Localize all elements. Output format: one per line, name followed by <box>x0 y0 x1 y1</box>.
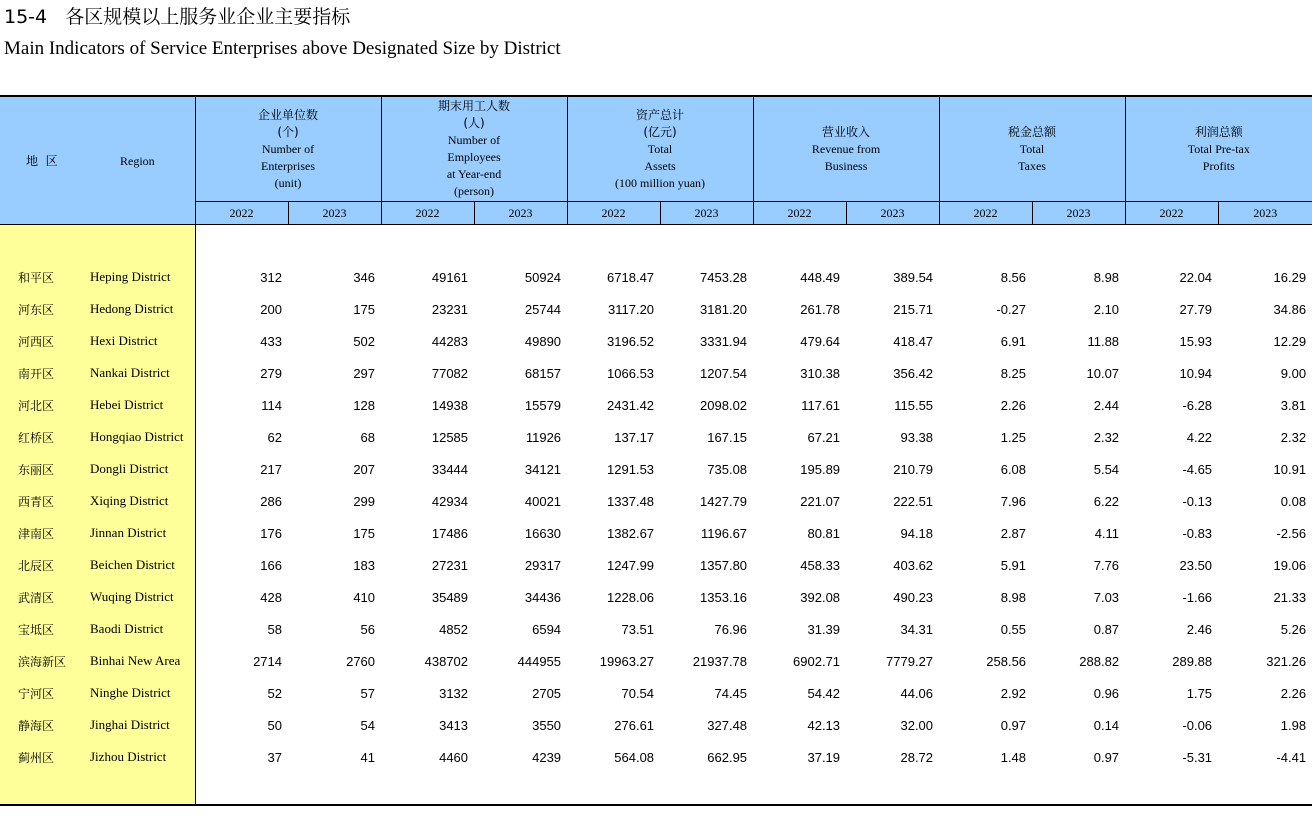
year-2023: 2023 <box>660 202 753 225</box>
value-cell: 428 <box>260 589 282 605</box>
value-cell: 1382.67 <box>607 525 655 541</box>
district-name-en: Binhai New Area <box>80 645 195 677</box>
district-name-en: Beichen District <box>80 549 195 581</box>
district-name-zh: 宁河区 <box>0 677 80 709</box>
value-cell: 33444 <box>431 461 469 477</box>
value-cell: 564.08 <box>614 749 655 765</box>
value-cell: 5.54 <box>1093 461 1120 477</box>
value-cell: 15579 <box>524 397 562 413</box>
value-cell: 68157 <box>524 365 562 381</box>
value-cell: 4239 <box>532 749 562 765</box>
value-cell: 19963.27 <box>599 653 655 669</box>
district-name-en: Hongqiao District <box>80 421 195 453</box>
value-cell: 62 <box>267 429 282 445</box>
value-cell: 6902.71 <box>793 653 841 669</box>
value-cell: 10.07 <box>1086 365 1120 381</box>
district-name-en: Hebei District <box>80 389 195 421</box>
value-cell: 50924 <box>524 269 562 285</box>
value-cell: 200 <box>260 301 282 317</box>
value-cell: 195.89 <box>800 461 841 477</box>
value-cell: 490.23 <box>893 589 934 605</box>
table-row <box>0 389 1312 421</box>
district-name-en: Jinnan District <box>80 517 195 549</box>
value-cell: 448.49 <box>800 269 841 285</box>
region-en-spacer <box>80 773 195 805</box>
district-name-en: Heping District <box>80 261 195 293</box>
value-cell: 276.61 <box>614 717 655 733</box>
value-cell: 42.13 <box>807 717 841 733</box>
value-cell: 2714 <box>253 653 282 669</box>
region-zh-spacer <box>0 225 80 262</box>
district-name-en: Dongli District <box>80 453 195 485</box>
data-spacer <box>195 225 1312 262</box>
value-cell: 458.33 <box>800 557 841 573</box>
value-cell: 6594 <box>532 621 562 637</box>
value-cell: 25744 <box>524 301 562 317</box>
value-cell: 3117.20 <box>608 301 655 317</box>
region-zh-spacer <box>0 773 80 805</box>
value-cell: 137.17 <box>614 429 655 445</box>
district-name-zh: 津南区 <box>0 517 80 549</box>
value-cell: 0.97 <box>1000 717 1027 733</box>
value-cell: 54.42 <box>807 685 841 701</box>
value-cell: 0.55 <box>1000 621 1027 637</box>
value-cell: 310.38 <box>800 365 841 381</box>
value-cell: 23.50 <box>1179 557 1213 573</box>
value-cell: 2098.02 <box>700 397 748 413</box>
value-cell: 299 <box>353 493 376 509</box>
header-en: (unit) <box>274 175 302 190</box>
region-header-zh: 地 区 <box>26 154 58 168</box>
value-cell: 49161 <box>431 269 469 285</box>
value-cell: 389.54 <box>893 269 934 285</box>
value-cell: 662.95 <box>707 749 748 765</box>
value-cell: 11926 <box>525 429 562 445</box>
value-cell: 0.08 <box>1280 493 1307 509</box>
value-cell: 183 <box>353 557 376 573</box>
header-en: Number of <box>261 141 315 156</box>
value-cell: 56 <box>360 621 376 637</box>
value-cell: 128 <box>353 397 376 413</box>
district-name-en: Hexi District <box>80 325 195 357</box>
value-cell: 1291.53 <box>607 461 655 477</box>
value-cell: 222.51 <box>893 493 934 509</box>
table-row <box>0 709 1312 741</box>
district-name-zh: 南开区 <box>0 357 80 389</box>
value-cell: 16.29 <box>1273 269 1307 285</box>
value-cell: 410 <box>353 589 376 605</box>
year-2022: 2022 <box>381 202 474 225</box>
value-cell: 21.33 <box>1273 589 1307 605</box>
value-cell: 54 <box>360 717 376 733</box>
header-en: Total Pre-tax <box>1187 141 1250 156</box>
district-name-zh: 滨海新区 <box>0 645 80 677</box>
value-cell: 356.42 <box>893 365 934 381</box>
region-en-spacer <box>80 225 195 262</box>
table-row <box>0 453 1312 485</box>
value-cell: 5.91 <box>1000 557 1027 573</box>
header-en: Employees <box>447 150 501 164</box>
table-bottom-row <box>0 773 1312 805</box>
header-en: Enterprises <box>261 158 315 173</box>
value-cell: 3132 <box>439 685 469 701</box>
table-row <box>0 549 1312 581</box>
value-cell: 2.92 <box>1000 685 1027 701</box>
value-cell: 2.10 <box>1093 301 1120 317</box>
value-cell: -4.65 <box>1182 461 1213 477</box>
value-cell: 221.07 <box>800 493 841 509</box>
header-en: Total <box>647 141 673 156</box>
value-cell: 2431.42 <box>607 397 655 413</box>
value-cell: 327.48 <box>707 717 748 733</box>
value-cell: 12585 <box>431 429 469 445</box>
year-2022: 2022 <box>939 202 1032 225</box>
district-name-en: Ninghe District <box>80 677 195 709</box>
value-cell: 22.04 <box>1179 269 1213 285</box>
header-enterprises <box>195 96 381 202</box>
value-cell: 6.22 <box>1093 493 1120 509</box>
value-cell: 15.93 <box>1179 333 1213 349</box>
value-cell: 279 <box>260 365 282 381</box>
value-cell: 28.72 <box>900 749 934 765</box>
value-cell: 6718.47 <box>607 269 655 285</box>
value-cell: 23231 <box>431 301 469 317</box>
region-header <box>0 96 195 202</box>
table-body <box>0 225 1312 806</box>
value-cell: 1066.53 <box>607 365 655 381</box>
table-title-en: Main Indicators of Service Enterprises above Designated Size by District <box>4 38 561 59</box>
value-cell: 2.32 <box>1280 429 1307 445</box>
district-name-zh: 西青区 <box>0 485 80 517</box>
data-spacer <box>195 773 1312 805</box>
value-cell: 167.15 <box>707 429 748 445</box>
indicators-table <box>0 95 1312 806</box>
value-cell: 8.25 <box>1000 365 1027 381</box>
value-cell: 288.82 <box>1079 653 1120 669</box>
value-cell: 58 <box>267 621 282 637</box>
header-taxes <box>939 96 1125 202</box>
value-cell: 115.55 <box>894 397 934 413</box>
value-cell: -1.66 <box>1182 589 1213 605</box>
header-en: Profits <box>1202 158 1235 173</box>
value-cell: 3.81 <box>1280 397 1307 413</box>
district-name-zh: 武清区 <box>0 581 80 613</box>
header-zh: 税金总额 <box>1008 124 1057 139</box>
header-employees <box>381 96 567 202</box>
value-cell: 321.26 <box>1266 653 1307 669</box>
header-en: Business <box>824 158 868 173</box>
year-2023: 2023 <box>474 202 567 225</box>
value-cell: 261.78 <box>800 301 841 317</box>
header-zh: 企业单位数 <box>258 107 319 122</box>
value-cell: 312 <box>260 269 282 285</box>
value-cell: 175 <box>353 301 376 317</box>
table-row <box>0 645 1312 677</box>
table-row <box>0 677 1312 709</box>
value-cell: 1353.16 <box>700 589 748 605</box>
value-cell: 3331.94 <box>700 333 748 349</box>
value-cell: 7.03 <box>1093 589 1120 605</box>
value-cell: 14938 <box>431 397 469 413</box>
value-cell: 1.48 <box>1000 749 1027 765</box>
value-cell: 8.98 <box>1093 269 1120 285</box>
value-cell: 2760 <box>346 653 376 669</box>
value-cell: 735.08 <box>707 461 748 477</box>
district-name-zh: 河东区 <box>0 293 80 325</box>
value-cell: 286 <box>260 493 282 509</box>
value-cell: 438702 <box>424 653 469 669</box>
value-cell: 479.64 <box>800 333 841 349</box>
year-2022: 2022 <box>195 202 288 225</box>
value-cell: 67.21 <box>807 429 841 445</box>
value-cell: -0.06 <box>1182 717 1213 733</box>
table-row <box>0 261 1312 293</box>
value-cell: 289.88 <box>1172 653 1213 669</box>
value-cell: 0.96 <box>1093 685 1120 701</box>
value-cell: 80.81 <box>807 525 841 541</box>
value-cell: -0.27 <box>996 301 1027 317</box>
value-cell: 7.96 <box>1000 493 1027 509</box>
region-header-en: Region <box>120 154 155 168</box>
value-cell: 4.11 <box>1094 525 1120 541</box>
table-row <box>0 293 1312 325</box>
value-cell: 1207.54 <box>700 365 748 381</box>
value-cell: 2.26 <box>1280 685 1307 701</box>
district-name-en: Hedong District <box>80 293 195 325</box>
value-cell: 42934 <box>431 493 469 509</box>
district-name-zh: 宝坻区 <box>0 613 80 645</box>
district-name-en: Xiqing District <box>80 485 195 517</box>
value-cell: 10.91 <box>1273 461 1307 477</box>
value-cell: -0.83 <box>1182 525 1213 541</box>
value-cell: 1247.99 <box>607 557 655 573</box>
value-cell: -5.31 <box>1182 749 1213 765</box>
table-row <box>0 517 1312 549</box>
header-zh: 利润总额 <box>1194 124 1243 139</box>
value-cell: 52 <box>267 685 282 701</box>
value-cell: 76.96 <box>714 621 748 637</box>
header-unit-zh: (亿元) <box>643 124 677 139</box>
value-cell: 34121 <box>524 461 562 477</box>
value-cell: 77082 <box>431 365 469 381</box>
value-cell: 2.87 <box>1000 525 1027 541</box>
value-cell: 27231 <box>431 557 469 573</box>
year-2022: 2022 <box>753 202 846 225</box>
value-cell: 19.06 <box>1273 557 1307 573</box>
table-row <box>0 741 1312 773</box>
value-cell: 29317 <box>524 557 562 573</box>
table-title-zh: 15-4 各区规模以上服务业企业主要指标 <box>4 6 351 28</box>
value-cell: 418.47 <box>893 333 934 349</box>
region-header-filler <box>0 202 195 225</box>
value-cell: 2705 <box>532 685 562 701</box>
year-2023: 2023 <box>288 202 381 225</box>
value-cell: 4460 <box>439 749 469 765</box>
value-cell: 34.86 <box>1273 301 1307 317</box>
district-name-zh: 和平区 <box>0 261 80 293</box>
value-cell: 258.56 <box>986 653 1027 669</box>
value-cell: 3181.20 <box>700 301 748 317</box>
value-cell: 37.19 <box>807 749 841 765</box>
district-name-zh: 红桥区 <box>0 421 80 453</box>
value-cell: 50 <box>267 717 282 733</box>
district-name-zh: 东丽区 <box>0 453 80 485</box>
district-name-en: Baodi District <box>80 613 195 645</box>
value-cell: 4852 <box>439 621 469 637</box>
table-row <box>0 357 1312 389</box>
value-cell: 44.06 <box>900 685 934 701</box>
value-cell: 40021 <box>524 493 562 509</box>
value-cell: 6.91 <box>1000 333 1027 349</box>
value-cell: 0.14 <box>1093 717 1120 733</box>
value-cell: 433 <box>260 333 282 349</box>
table-row <box>0 485 1312 517</box>
header-assets <box>567 96 753 202</box>
value-cell: 1.98 <box>1280 717 1307 733</box>
value-cell: 217 <box>260 461 282 477</box>
value-cell: 35489 <box>431 589 469 605</box>
district-name-zh: 静海区 <box>0 709 80 741</box>
value-cell: 0.87 <box>1093 621 1120 637</box>
district-name-en: Wuqing District <box>80 581 195 613</box>
value-cell: 7453.28 <box>700 269 748 285</box>
value-cell: 176 <box>260 525 282 541</box>
table-row <box>0 581 1312 613</box>
value-cell: 392.08 <box>800 589 841 605</box>
table-row <box>0 613 1312 645</box>
value-cell: 44283 <box>431 333 469 349</box>
district-name-en: Jizhou District <box>80 741 195 773</box>
value-cell: 7779.27 <box>886 653 934 669</box>
value-cell: 1.75 <box>1186 685 1213 701</box>
header-profits <box>1125 96 1312 202</box>
value-cell: 1427.79 <box>700 493 748 509</box>
value-cell: 37 <box>267 749 282 765</box>
value-cell: 0.97 <box>1093 749 1120 765</box>
value-cell: 94.18 <box>900 525 934 541</box>
district-name-en: Nankai District <box>80 357 195 389</box>
value-cell: 117.61 <box>801 397 841 413</box>
value-cell: 1.25 <box>1000 429 1027 445</box>
district-name-en: Jinghai District <box>80 709 195 741</box>
value-cell: 2.26 <box>1000 397 1027 413</box>
year-2022: 2022 <box>1125 202 1218 225</box>
header-en: (100 million yuan) <box>615 175 706 190</box>
header-unit-zh: (人) <box>463 116 485 130</box>
header-revenue <box>753 96 939 202</box>
value-cell: 12.29 <box>1273 333 1307 349</box>
value-cell: 346 <box>353 269 376 285</box>
header-unit-zh: (个) <box>277 124 299 139</box>
header-zh: 资产总计 <box>636 107 685 122</box>
district-name-zh: 河北区 <box>0 389 80 421</box>
value-cell: 10.94 <box>1179 365 1213 381</box>
value-cell: -0.13 <box>1182 493 1213 509</box>
value-cell: 502 <box>353 333 376 349</box>
value-cell: 1196.67 <box>701 525 748 541</box>
value-cell: 4.22 <box>1186 429 1213 445</box>
value-cell: 11.88 <box>1087 333 1120 349</box>
header-en: at Year-end <box>446 167 502 181</box>
header-en: Taxes <box>1018 158 1046 173</box>
value-cell: 215.71 <box>893 301 934 317</box>
year-2023: 2023 <box>846 202 939 225</box>
value-cell: 34.31 <box>900 621 934 637</box>
value-cell: 1337.48 <box>607 493 655 509</box>
value-cell: 166 <box>260 557 282 573</box>
district-name-zh: 河西区 <box>0 325 80 357</box>
value-cell: 32.00 <box>900 717 934 733</box>
value-cell: 70.54 <box>621 685 655 701</box>
year-2023: 2023 <box>1032 202 1125 225</box>
header-en: Assets <box>644 158 676 173</box>
table-row <box>0 325 1312 357</box>
value-cell: 93.38 <box>900 429 934 445</box>
value-cell: 8.98 <box>1000 589 1027 605</box>
value-cell: 31.39 <box>807 621 841 637</box>
value-cell: 27.79 <box>1179 301 1213 317</box>
value-cell: 175 <box>353 525 376 541</box>
value-cell: 2.46 <box>1186 621 1213 637</box>
header-en: Total <box>1019 141 1045 156</box>
value-cell: 74.45 <box>714 685 748 701</box>
value-cell: 297 <box>353 365 376 381</box>
value-cell: 2.44 <box>1093 397 1120 413</box>
header-zh: 期末用工人数 <box>438 99 511 113</box>
value-cell: 73.51 <box>621 621 655 637</box>
value-cell: 3196.52 <box>607 333 655 349</box>
value-cell: 403.62 <box>893 557 934 573</box>
value-cell: -6.28 <box>1182 397 1213 413</box>
district-name-zh: 北辰区 <box>0 549 80 581</box>
header-en: Revenue from <box>811 141 881 156</box>
table-row <box>0 421 1312 453</box>
value-cell: 8.56 <box>1000 269 1027 285</box>
value-cell: 444955 <box>517 653 562 669</box>
header-zh: 营业收入 <box>822 124 871 139</box>
value-cell: 3413 <box>439 717 469 733</box>
value-cell: 210.79 <box>893 461 934 477</box>
value-cell: 114 <box>261 397 282 413</box>
header-en: (person) <box>454 184 495 198</box>
value-cell: 5.26 <box>1280 621 1307 637</box>
value-cell: 1357.80 <box>700 557 748 573</box>
value-cell: 41 <box>360 749 376 765</box>
value-cell: 9.00 <box>1280 365 1307 381</box>
year-2023: 2023 <box>1218 202 1312 225</box>
value-cell: -2.56 <box>1276 525 1307 541</box>
value-cell: 68 <box>360 429 376 445</box>
value-cell: 7.76 <box>1093 557 1120 573</box>
value-cell: 49890 <box>524 333 562 349</box>
year-2022: 2022 <box>567 202 660 225</box>
value-cell: 57 <box>360 685 376 701</box>
header-en: Number of <box>447 133 501 147</box>
value-cell: 17486 <box>431 525 469 541</box>
value-cell: 34436 <box>524 589 562 605</box>
spacer-row <box>0 225 1312 262</box>
district-name-zh: 蓟州区 <box>0 741 80 773</box>
value-cell: 16630 <box>524 525 562 541</box>
value-cell: 207 <box>353 461 376 477</box>
value-cell: 21937.78 <box>692 653 748 669</box>
value-cell: -4.41 <box>1276 749 1307 765</box>
value-cell: 1228.06 <box>607 589 655 605</box>
value-cell: 3550 <box>532 717 562 733</box>
value-cell: 2.32 <box>1093 429 1120 445</box>
value-cell: 6.08 <box>1000 461 1027 477</box>
